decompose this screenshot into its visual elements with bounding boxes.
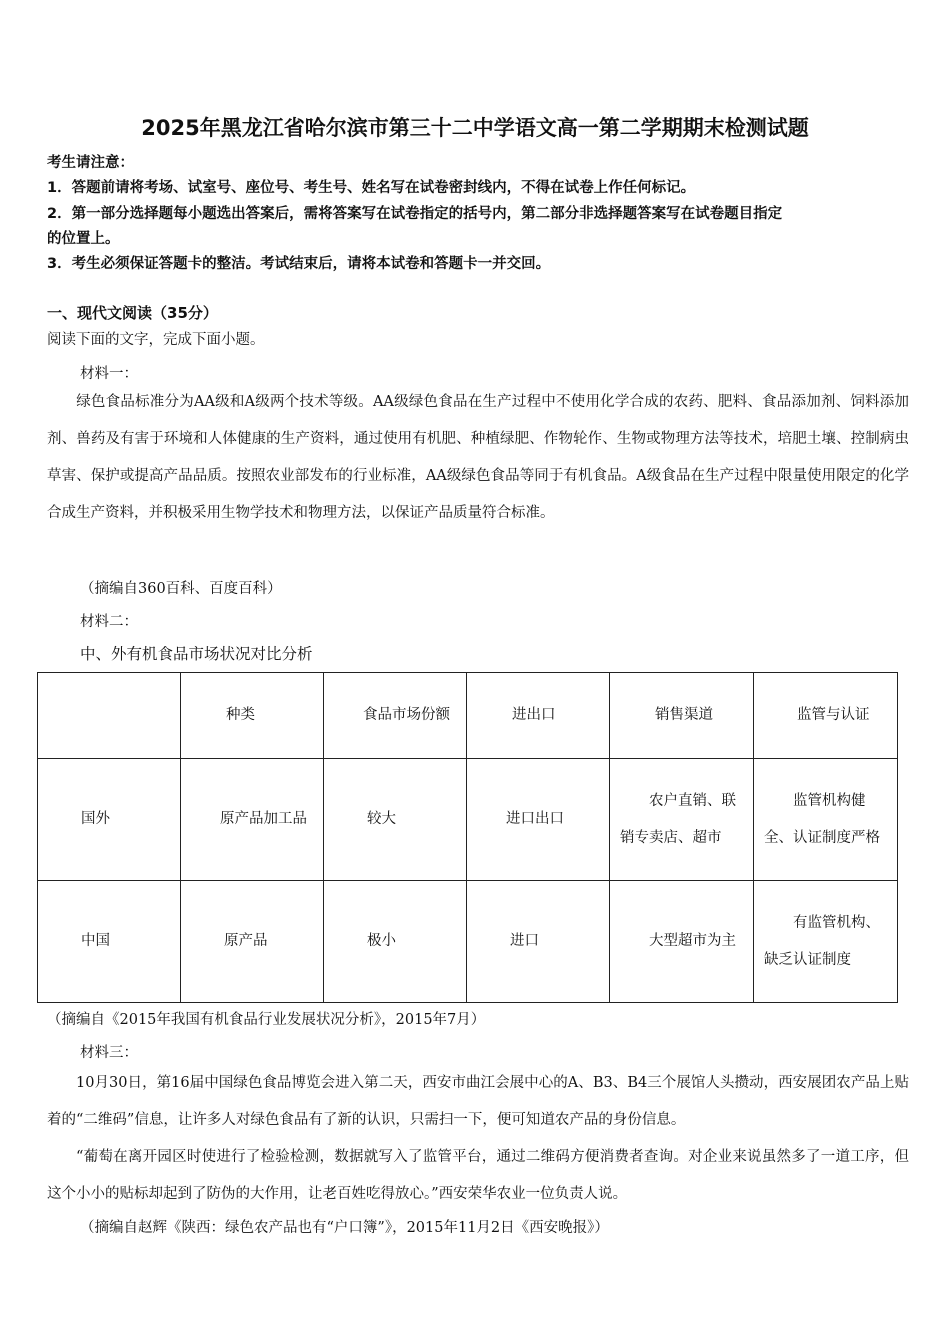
material-2-source: （摘编自《2015年我国有机食品行业发展状况分析》，2015年7月） [47,1012,486,1028]
table-cell: 中国 [38,881,181,1003]
table-cell: 进口出口 [467,759,610,881]
table-cell: 农户直销、联销专卖店、超市 [610,759,754,881]
notice-heading: 考生请注意： [47,155,134,171]
table-cell: 有监管机构、缺乏认证制度 [754,881,898,1003]
material-1-paragraph [47,384,909,532]
table-cell: 原产品加工品 [181,759,324,881]
table-row [38,881,898,1003]
notice-item-3: 3．考生必须保证答题卡的整洁。考试结束后，请将本试卷和答题卡一并交回。 [47,256,551,272]
material-3-text-2: “葡萄在离开园区时使进行了检验检测，数据就写入了监管平台，通过二维码方便消费者查询。对企业来说虽然多了一道工序，但这个小小的贴标却起到了防伪的大作用，让老百姓吃得放心。”西安荣华农业一位负责人说。 [47,1149,909,1202]
table-cell: 国外 [38,759,181,881]
table-header-row [38,673,898,759]
table-header-cell: 进出口 [467,673,610,759]
section-heading: 一、现代文阅读（35分） [47,304,218,322]
table-cell: 较大 [324,759,467,881]
material-3-label: 材料三： [80,1045,138,1061]
table-cell: 进口 [467,881,610,1003]
table-row [38,759,898,881]
table-caption: 中、外有机食品市场状况对比分析 [80,645,313,663]
material-2-label: 材料二： [80,614,138,630]
table-cell: 监管机构健全、认证制度严格 [754,759,898,881]
table-header-cell: 监管与认证 [754,673,898,759]
notice-item-2b: 的位置上。 [47,231,120,247]
material-1-source: （摘编自360百科、百度百科） [80,581,282,597]
material-3-paragraph-1 [47,1065,909,1139]
table-cell: 原产品 [181,881,324,1003]
notice-item-2a: 2．第一部分选择题每小题选出答案后，需将答案写在试卷指定的括号内，第二部分非选择题答案写在试卷题目指定 [47,206,783,222]
table-header-cell: 销售渠道 [610,673,754,759]
instruction-text: 阅读下面的文字，完成下面小题。 [47,332,265,348]
table-cell: 大型超市为主 [610,881,754,1003]
comparison-table [37,672,898,1003]
material-3-paragraph-2 [47,1139,909,1213]
table-header-cell [38,673,181,759]
material-1-label: 材料一： [80,366,138,382]
material-3-source: （摘编自赵辉《陕西：绿色农产品也有“户口簿”》，2015年11月2日《西安晚报》） [80,1220,609,1236]
material-1-text: 绿色食品标准分为AA级和A级两个技术等级。AA级绿色食品在生产过程中不使用化学合成的农药、肥料、食品添加剂、饲料添加剂、兽药及有害于环境和人体健康的生产资料，通过使用有机肥、种植绿肥、作物轮作、生物或物理方法等技术，培肥土壤、控制病虫草害、保护或提高产品品质。按照农业部发布的行业标准，AA级绿色食品等同于有机食品。A级食品在生产过程中限量使用限定的化学合成生产资料，并积极采用生物学技术和物理方法，以保证产品质量符合标准。 [47,394,909,521]
table-header-cell: 食品市场份额 [324,673,467,759]
table-header-cell: 种类 [181,673,324,759]
page-title: 2025年黑龙江省哈尔滨市第三十二中学语文高一第二学期期末检测试题 [141,116,809,140]
table-cell: 极小 [324,881,467,1003]
notice-item-1: 1．答题前请将考场、试室号、座位号、考生号、姓名写在试卷密封线内，不得在试卷上作任何标记。 [47,180,696,196]
material-3-text-1: 10月30日，第16届中国绿色食品博览会进入第二天，西安市曲江会展中心的A、B3、B4三个展馆人头攒动，西安展团农产品上贴着的“二维码”信息，让许多人对绿色食品有了新的认识，只需扫一下，便可知道农产品的身份信息。 [47,1075,909,1128]
